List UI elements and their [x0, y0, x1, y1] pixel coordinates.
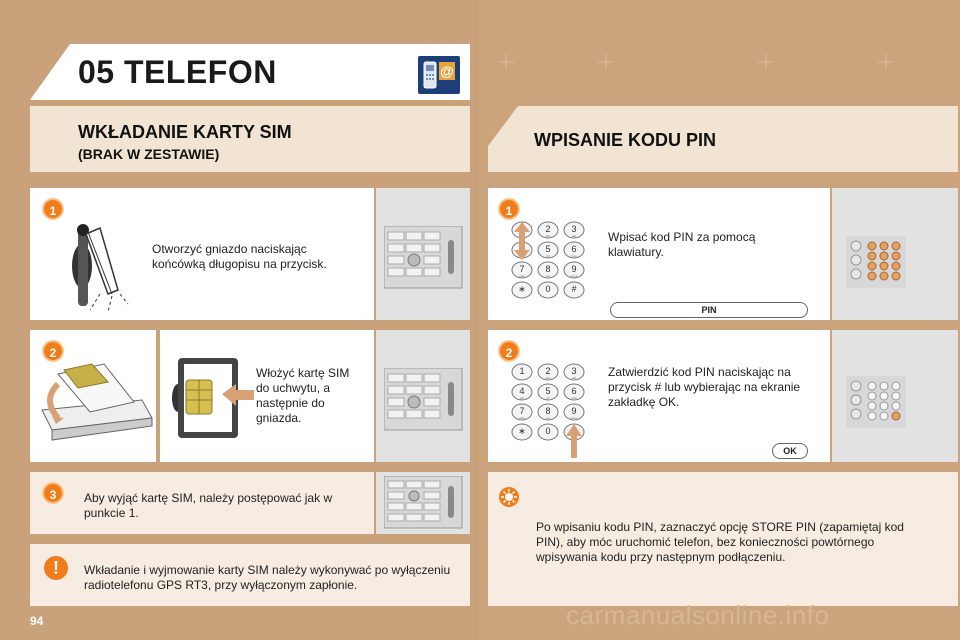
svg-text:3: 3	[571, 366, 577, 376]
phone-email-logo	[418, 56, 460, 94]
svg-text:9: 9	[571, 264, 577, 274]
keypad-key-3	[564, 222, 584, 238]
step-badge: 1	[42, 198, 64, 220]
sim-holder-illustration	[170, 352, 254, 444]
radio-faceplate-illustration	[384, 226, 464, 290]
keypad-key-0	[538, 424, 558, 440]
svg-text:3: 3	[571, 224, 577, 234]
ok-button[interactable]: OK	[772, 443, 808, 459]
svg-text:@: @	[440, 63, 454, 79]
svg-text:8: 8	[545, 264, 551, 274]
keypad-key-1	[512, 364, 532, 380]
svg-text:7: 7	[519, 264, 525, 274]
svg-text:5: 5	[545, 244, 551, 254]
svg-text:pqrs: pqrs	[519, 274, 525, 278]
svg-text:#: #	[571, 284, 577, 294]
keypad-key-4	[512, 384, 532, 400]
radio-faceplate-illustration	[384, 368, 464, 432]
keypad-illustration-2	[508, 362, 598, 460]
svg-text:5: 5	[545, 386, 551, 396]
left-section-title: WKŁADANIE KARTY SIM	[78, 122, 292, 142]
svg-text:def: def	[571, 234, 577, 238]
step-badge: 1	[498, 198, 520, 220]
pen-press-illustration	[60, 214, 140, 314]
step-badge: 3	[42, 482, 64, 504]
exclamation-icon: !	[44, 556, 68, 580]
keypad-key-2	[538, 364, 558, 380]
keypad-key-0	[538, 282, 558, 298]
svg-text:mno: mno	[571, 254, 577, 258]
keypad-key-3	[564, 364, 584, 380]
warning-text: Wkładanie i wyjmowanie karty SIM należy wykonywać po wyłączeniu radiotelefonu GPS RT3, przy wyłączonym zapłonie.	[84, 563, 451, 592]
keypad-key-7	[512, 262, 532, 278]
keypad-key-2	[538, 222, 558, 238]
svg-text:wxyz: wxyz	[570, 274, 578, 278]
svg-text:wxyz: wxyz	[570, 416, 578, 420]
keypad-key-star	[512, 424, 532, 440]
keypad-key-9	[564, 404, 584, 420]
keypad-key-6	[564, 242, 584, 258]
svg-text:2: 2	[545, 224, 551, 234]
keypad-key-8	[538, 262, 558, 278]
sim-tray-illustration	[34, 360, 156, 450]
page-number: 94	[30, 614, 44, 628]
svg-text:mno: mno	[571, 396, 577, 400]
right-step-2-text: Zatwierdzić kod PIN naciskając na przycisk # lub wybierając na ekranie zakładkę OK.	[608, 365, 801, 409]
keypad-key-6	[564, 384, 584, 400]
svg-text:tuv: tuv	[545, 416, 551, 420]
left-step-2-text: Włożyć kartę SIM do uchwytu, a następnie do gniazda.	[256, 366, 350, 425]
keypad-key-5	[538, 242, 558, 258]
svg-text:abc: abc	[545, 234, 551, 238]
svg-text:abc: abc	[545, 376, 551, 380]
keypad-key-5	[538, 384, 558, 400]
ok-screen-illustration	[846, 376, 908, 430]
left-step-3-text: Aby wyjąć kartę SIM, należy postępować jak w punkcie 1.	[84, 491, 333, 520]
keypad-key-star	[512, 282, 532, 298]
svg-text:7: 7	[519, 406, 525, 416]
pin-field[interactable]: PIN	[610, 302, 808, 318]
right-section-title: WPISANIE KODU PIN	[534, 130, 717, 150]
svg-text:1: 1	[519, 366, 525, 376]
phone-at-icon	[418, 56, 460, 94]
svg-text:0: 0	[545, 426, 551, 436]
svg-text:6: 6	[571, 386, 577, 396]
keypad-key-9	[564, 262, 584, 278]
header-corner	[30, 44, 70, 100]
left-step-1-text: Otworzyć gniazdo naciskając końcówką długopisu na przycisk.	[152, 242, 327, 271]
svg-text:∗: ∗	[518, 284, 526, 294]
chapter-title: 05 TELEFON	[78, 54, 277, 90]
right-step-1-text: Wpisać kod PIN za pomocą klawiatury.	[608, 230, 756, 259]
watermark: carmanualsonline.info	[566, 600, 830, 630]
keypad-key-hash	[564, 282, 584, 298]
radio-faceplate-illustration	[384, 476, 464, 530]
keypad-key-7	[512, 404, 532, 420]
svg-text:∗: ∗	[518, 426, 526, 436]
svg-text:jkl: jkl	[546, 396, 550, 400]
svg-text:tuv: tuv	[545, 274, 551, 278]
keypad-illustration-1	[508, 220, 598, 300]
pin-screen-illustration	[846, 236, 908, 290]
svg-text:9: 9	[571, 406, 577, 416]
sun-tip-icon	[498, 486, 520, 508]
svg-text:jkl: jkl	[546, 254, 550, 258]
svg-text:2: 2	[545, 366, 551, 376]
keypad-key-8	[538, 404, 558, 420]
step-badge: 2	[498, 340, 520, 362]
tip-text: Po wpisaniu kodu PIN, zaznaczyć opcję STORE PIN (zapamiętaj kod PIN), aby móc uruchomić telefon, bez konieczności powtórnego wpisywania kodu przy następnym podłączeniu.	[536, 520, 904, 564]
svg-text:4: 4	[519, 386, 525, 396]
svg-text:0: 0	[545, 284, 551, 294]
svg-text:def: def	[571, 376, 577, 380]
svg-text:8: 8	[545, 406, 551, 416]
left-section-subtitle: (BRAK W ZESTAWIE)	[78, 146, 220, 162]
svg-text:6: 6	[571, 244, 577, 254]
step-badge: 2	[42, 340, 64, 362]
svg-text:pqrs: pqrs	[519, 416, 525, 420]
svg-text:ghi: ghi	[519, 396, 525, 400]
